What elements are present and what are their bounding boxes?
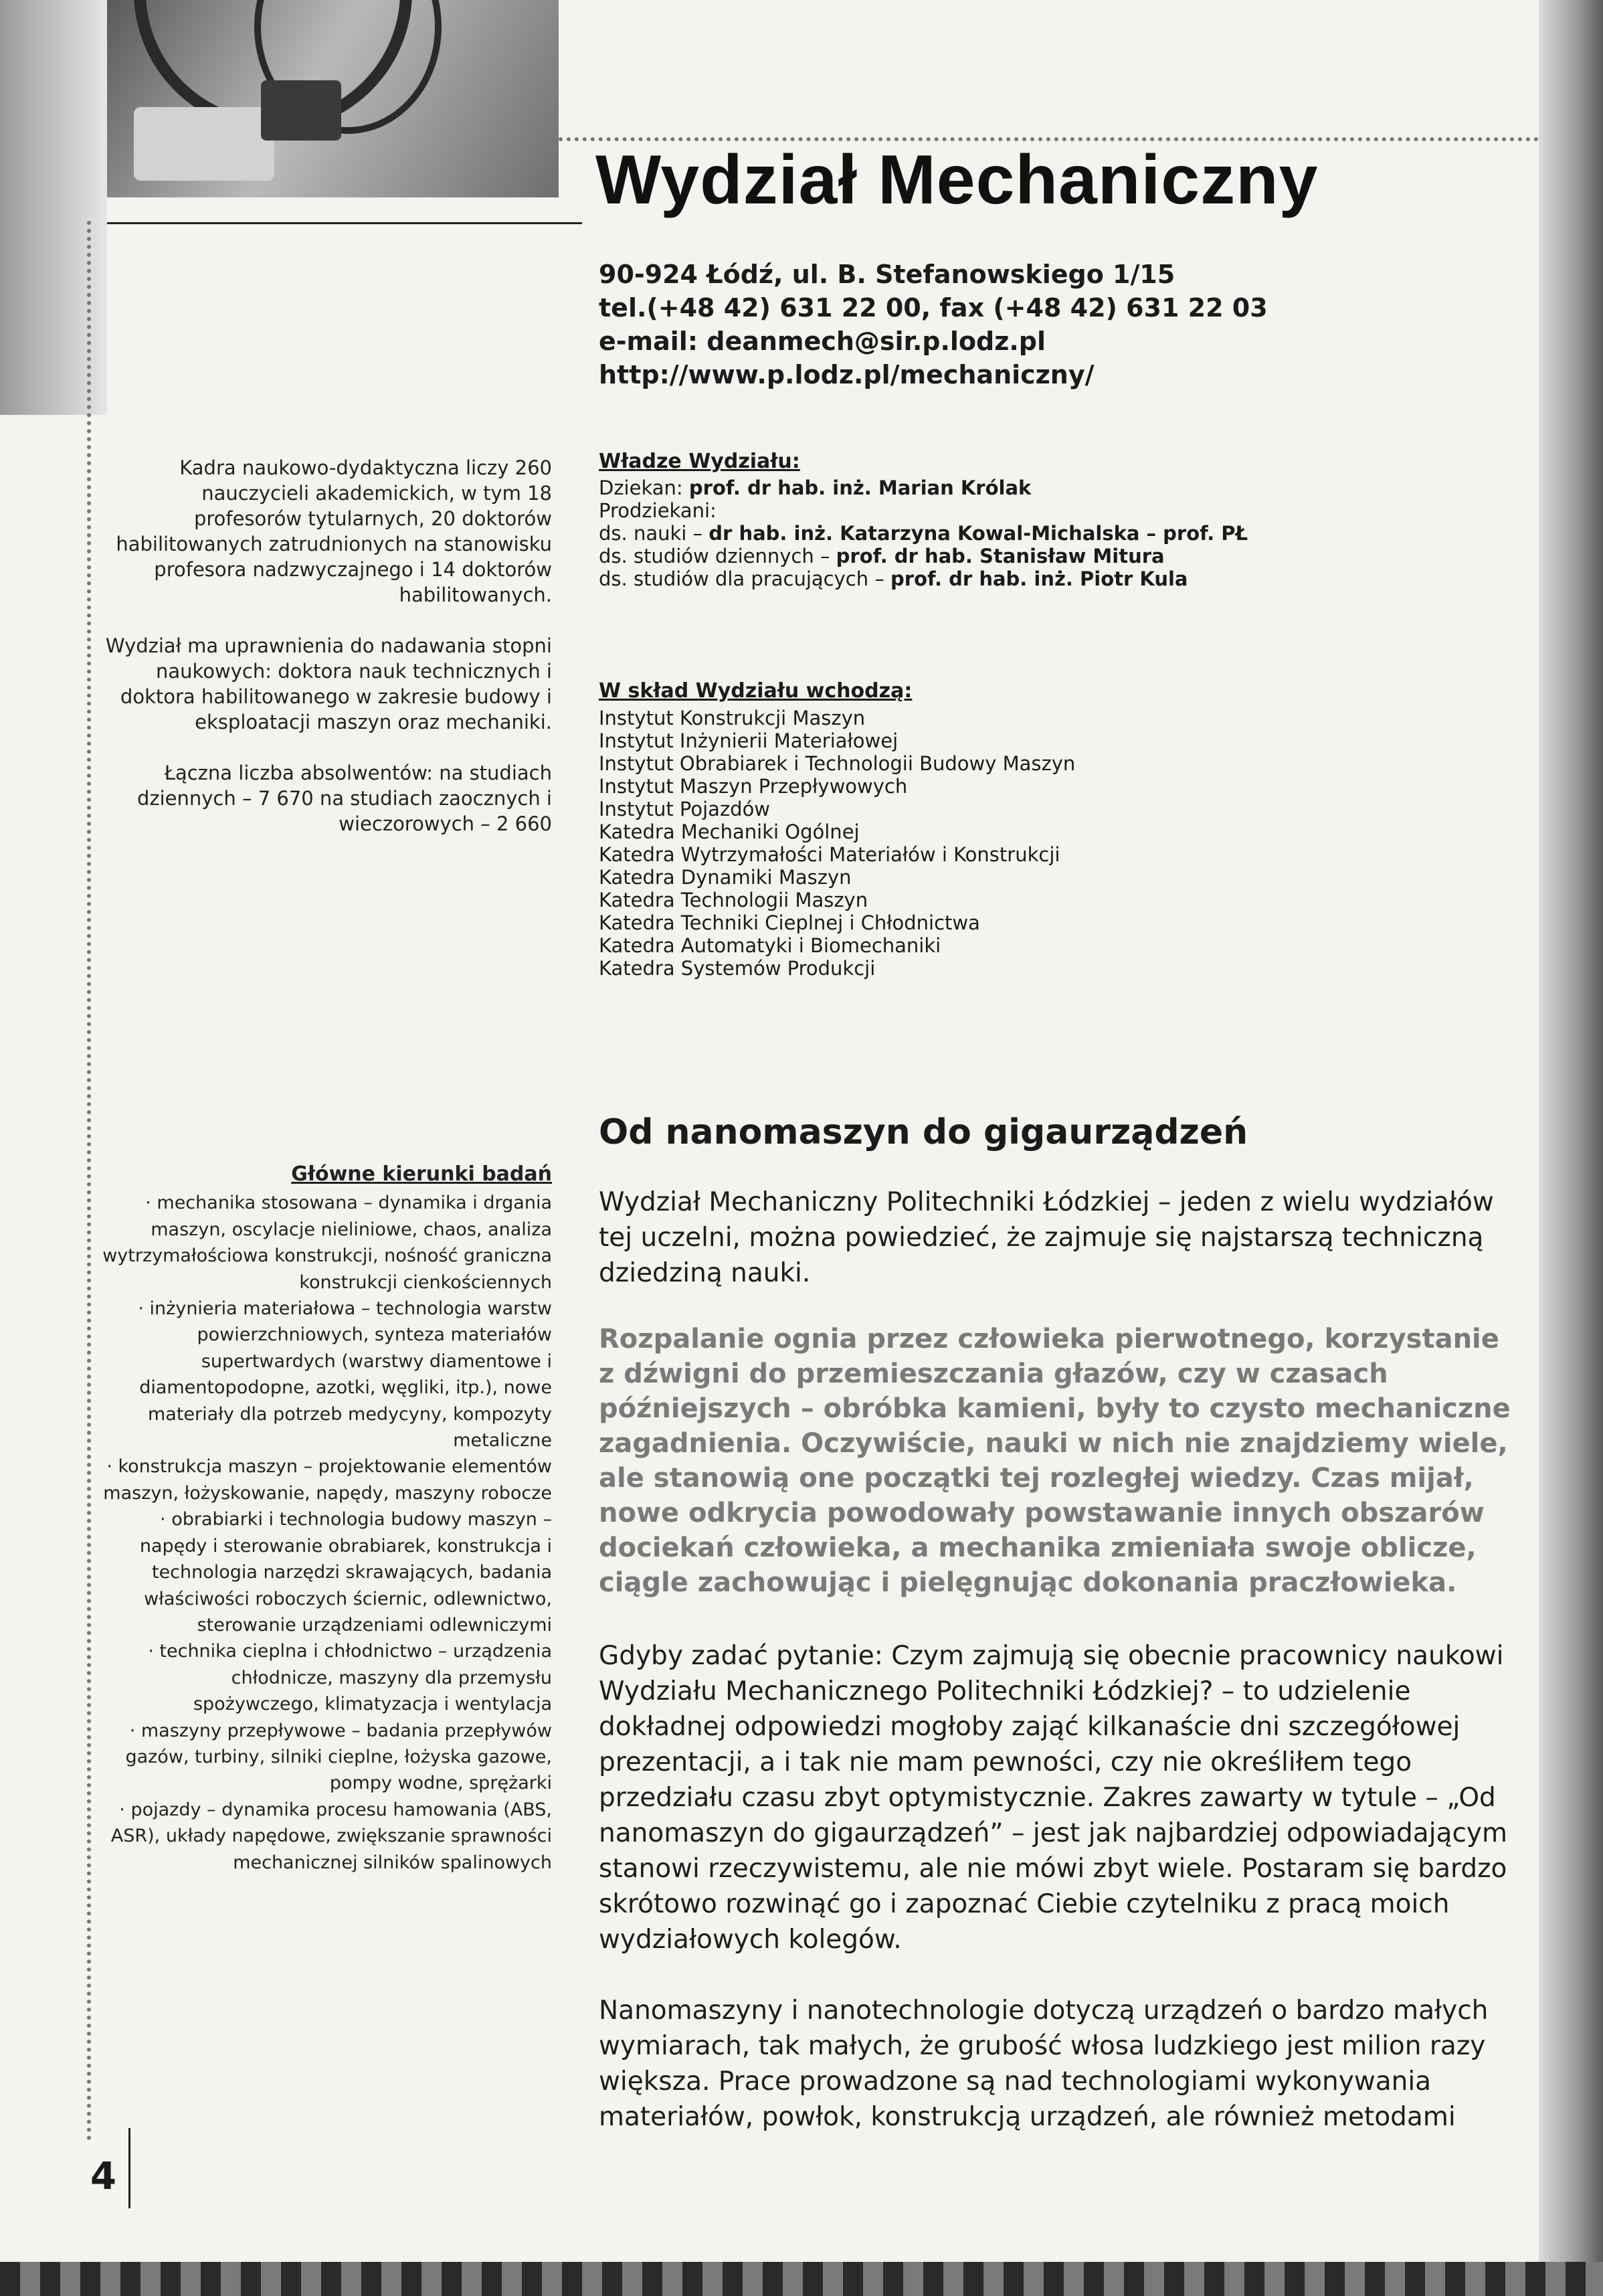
unit-item: Katedra Dynamiki Maszyn xyxy=(599,866,852,889)
unit-item: Instytut Inżynierii Materiałowej xyxy=(599,729,899,752)
article-heading: Od nanomaszyn do gigaurządzeń xyxy=(599,1112,1248,1152)
article-lead: Rozpalanie ognia przez człowieka pierwotnego, korzystanie z dźwigni do przemieszczania głazów, czy w czasach późniejszych – obróbka kamieni, były to czysto mechaniczne zagadnienia. Oczywiście, nauki w nich nie znajdziemy wiele, ale stanowią one początki tej rozległej wiedzy. Czas mijał, nowe odkrycia powodowały powstawanie innych obszarów dociekań człowieka, a mechanika zmieniała swoje oblicze, ciągle zachowując i pielęgnując dokonania praczłowieka. xyxy=(599,1324,1511,1598)
research-item: · maszyny przepływowe – badania przepływów gazów, turbiny, silniki cieplne, łożyska gazowe, pompy wodne, sprężarki xyxy=(125,1720,552,1794)
vice-dean-line: ds. nauki – dr hab. inż. Katarzyna Kowal-Michalska – prof. PŁ xyxy=(599,522,1248,545)
units-heading: W skład Wydziału wchodzą: xyxy=(599,679,913,703)
title-underline xyxy=(107,222,582,224)
article-paragraph: Nanomaszyny i nanotechnologie dotyczą urządzeń o bardzo małych wymiarach, tak małych, że grubość włosa ludzkiego jest milion razy większa. Prace prowadzone są nad technologiami wykonywania materiałów, powłok, konstrukcją urządzeń, ale również metodami xyxy=(599,1996,1489,2132)
header-photo xyxy=(107,0,559,197)
unit-item: Instytut Pojazdów xyxy=(599,798,771,820)
email-link[interactable]: e-mail: deanmech@sir.p.lodz.pl xyxy=(599,327,1046,356)
address: 90-924 Łódź, ul. B. Stefanowskiego 1/15 xyxy=(599,260,1175,289)
faculty-facts xyxy=(100,455,552,862)
unit-item: Katedra Mechaniki Ogólnej xyxy=(599,820,860,843)
dean-line: Dziekan: prof. dr hab. inż. Marian Królak xyxy=(599,476,1032,499)
vice-deans-label: Prodziekani: xyxy=(599,499,717,522)
dotted-rule-left xyxy=(87,221,91,2141)
page-edge-bottom xyxy=(0,2262,1603,2296)
unit-item: Katedra Technologii Maszyn xyxy=(599,889,868,911)
research-directions xyxy=(100,1161,552,1876)
unit-item: Katedra Techniki Cieplnej i Chłodnictwa xyxy=(599,911,980,934)
page-edge-shadow xyxy=(0,0,107,415)
unit-item: Katedra Systemów Produkcji xyxy=(599,957,876,980)
vice-dean-line: ds. studiów dla pracujących – prof. dr hab. inż. Piotr Kula xyxy=(599,567,1188,590)
page-number: 4 xyxy=(90,2155,116,2198)
website-link[interactable]: http://www.p.lodz.pl/mechaniczny/ xyxy=(599,360,1095,389)
article-intro: Wydział Mechaniczny Politechniki Łódzkiej – jeden z wielu wydziałów tej uczelni, można powiedzieć, że zajmuje się najstarszą techniczną dziedziną nauki. xyxy=(599,1187,1494,1288)
research-item: · pojazdy – dynamika procesu hamowania (ABS, ASR), układy napędowe, zwiększanie sprawności mechanicznej silników spalinowych xyxy=(110,1799,552,1873)
research-item: · mechanika stosowana – dynamika i drgania maszyn, oscylacje nieliniowe, chaos, analiza wytrzymałościowa konstrukcji, nośność graniczna konstrukcji cienkościennych xyxy=(102,1193,552,1293)
staff-text: Kadra naukowo-dydaktyczna liczy 260 nauczycieli akademickich, w tym 18 profesorów tytularnych, 20 doktorów habilitowanych zatrudnionych na stanowisku profesora nadzwyczajnego i 14 doktorów habilitowanych. xyxy=(116,456,552,606)
research-item: · konstrukcja maszyn – projektowanie elementów maszyn, łożyskowanie, napędy, maszyny robocze xyxy=(103,1456,552,1504)
unit-item: Instytut Konstrukcji Maszyn xyxy=(599,707,866,729)
page-edge-right xyxy=(1539,0,1603,2296)
research-item: · obrabiarki i technologia budowy maszyn – napędy i sterowanie obrabiarek, konstrukcja i technologia narzędzi skrawających, badania właściwości roboczych ściernic, odlewnictwo, sterowanie urządzeniami odlewniczymi xyxy=(139,1509,552,1636)
unit-item: Instytut Obrabiarek i Technologii Budowy Maszyn xyxy=(599,752,1076,775)
unit-item: Katedra Wytrzymałości Materiałów i Konstrukcji xyxy=(599,843,1060,866)
research-item: · inżynieria materiałowa – technologia warstw powierzchniowych, synteza materiałów supertwardych (warstwy diamentowe i diamentopodopne, azotki, węgliki, itp.), nowe materiały dla potrzeb medycyny, kompozyty metaliczne xyxy=(138,1298,552,1451)
phone: tel.(+48 42) 631 22 00, fax (+48 42) 631 22 03 xyxy=(599,293,1268,323)
research-heading: Główne kierunki badań xyxy=(291,1162,552,1186)
page-title: Wydział Mechaniczny xyxy=(595,141,1319,219)
vice-dean-line: ds. studiów dziennych – prof. dr hab. Stanisław Mitura xyxy=(599,545,1165,567)
research-item: · technika cieplna i chłodnictwo – urządzenia chłodnicze, maszyny dla przemysłu spożywczego, klimatyzacja i wentylacja xyxy=(148,1641,552,1715)
unit-item: Instytut Maszyn Przepływowych xyxy=(599,775,908,798)
authorities-heading: Władze Wydziału: xyxy=(599,450,800,473)
article-paragraph: Gdyby zadać pytanie: Czym zajmują się obecnie pracownicy naukowi Wydziału Mechanicznego Politechniki Łódzkiej? – to udzielenie dokładnej odpowiedzi mogłoby zająć kilkanaście dni szczegółowej prezentacji, a i tak nie mam pewności, czy nie określiłem tego przedziału czasu zbyt optymistycznie. Zakres zawarty w tytule – „Od nanomaszyn do gigaurządzeń” – jest jak najbardziej odpowiadającym stanowi rzeczywistemu, ale nie mówi zbyt wiele. Postaram się bardzo skrótowo rozwinąć go i zapoznać Ciebie czytelniku z pracą moich wydziałowych kolegów. xyxy=(599,1641,1507,1955)
unit-item: Katedra Automatyki i Biomechaniki xyxy=(599,934,941,957)
graduates-text: Łączna liczba absolwentów: na studiach dziennych – 7 670 na studiach zaocznych i wieczorowych – 2 660 xyxy=(136,762,552,835)
rights-text: Wydział ma uprawnienia do nadawania stopni naukowych: doktora nauk technicznych i doktora habilitowanego w zakresie budowy i eksploatacji maszyn oraz mechaniki. xyxy=(105,634,552,733)
page-number-rule xyxy=(128,2128,130,2208)
